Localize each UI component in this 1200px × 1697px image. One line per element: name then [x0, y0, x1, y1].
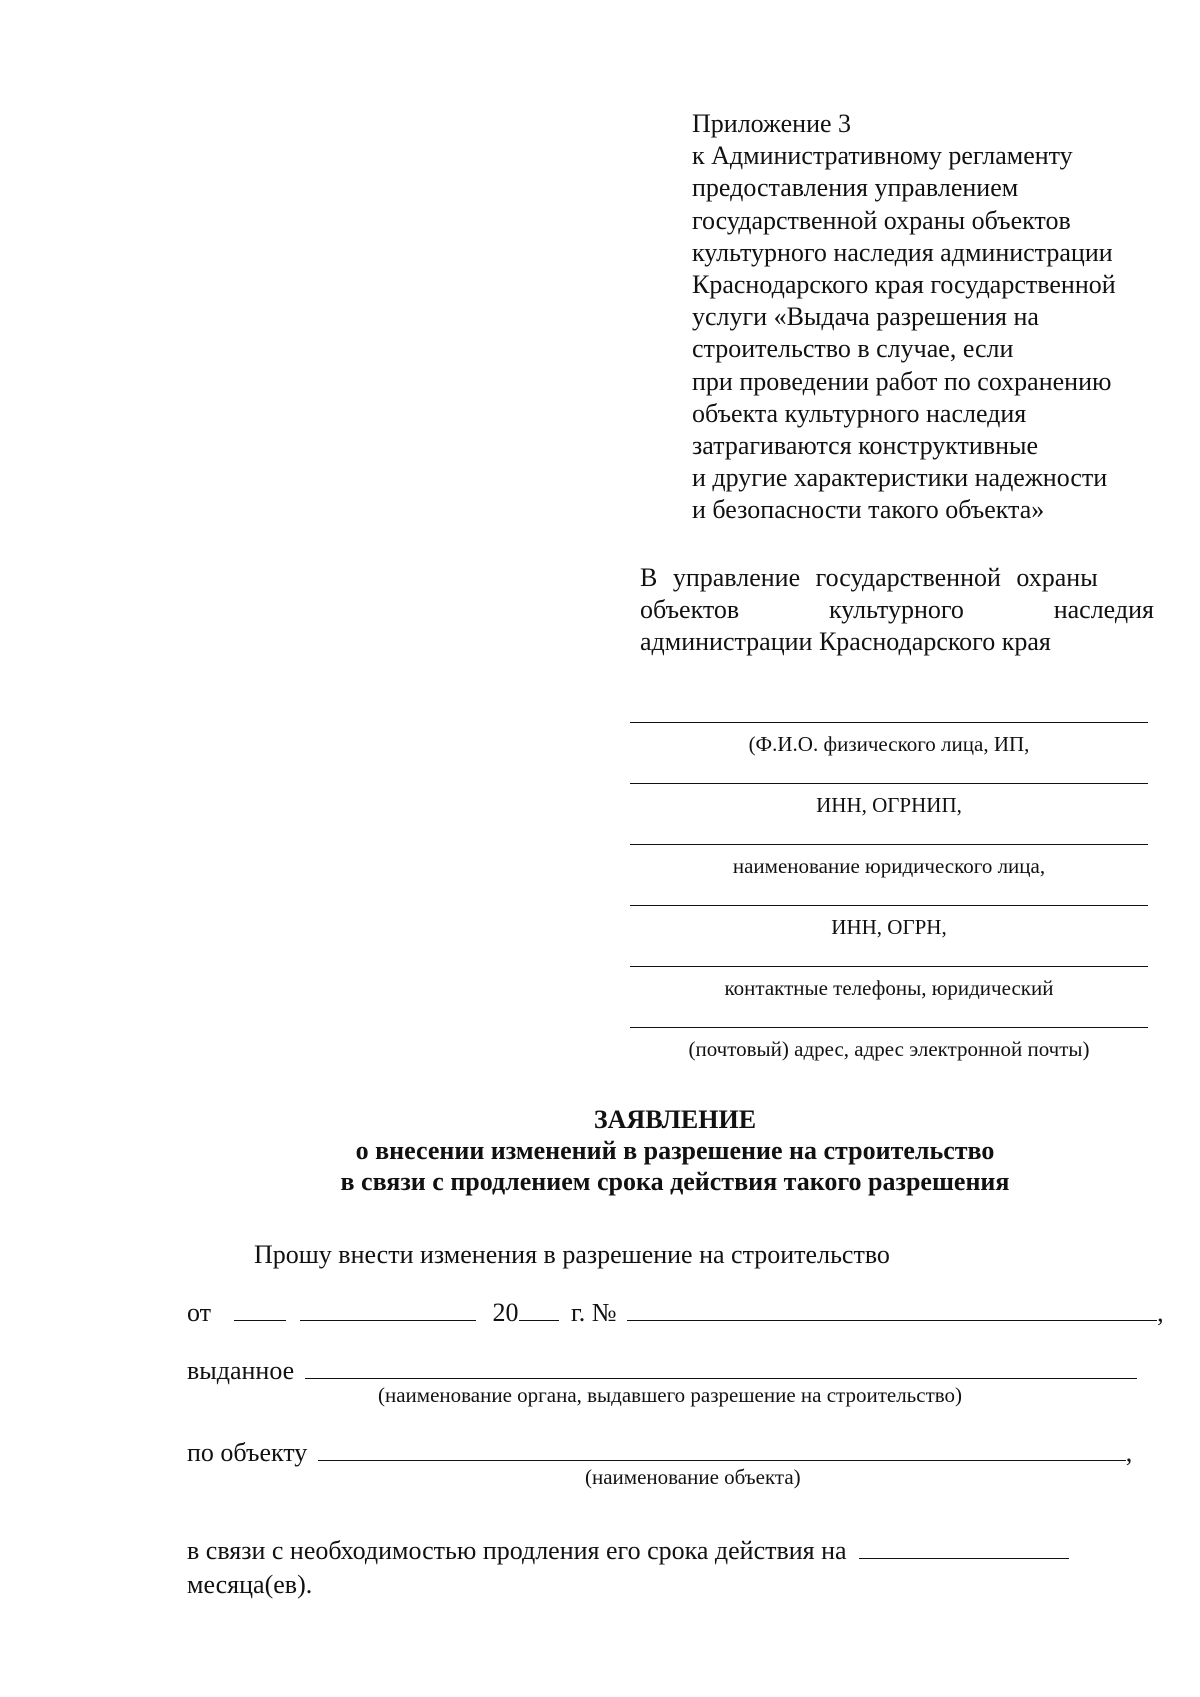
permit-number-field[interactable]: [627, 1298, 1157, 1321]
title-line: в связи с продлением срока действия такого разрешения: [340, 1167, 1010, 1196]
appendix-line: и другие характеристики надежности: [692, 463, 1108, 493]
appendix-line: услуги «Выдача разрешения на: [692, 302, 1039, 332]
legal-entity-inn-field[interactable]: [630, 905, 1148, 906]
applicant-row: [630, 966, 1148, 1027]
object-name-field[interactable]: [318, 1438, 1126, 1461]
appendix-line: при проведении работ по сохранению: [692, 366, 1112, 396]
comma: ,: [1125, 1438, 1133, 1467]
applicant-row: [630, 905, 1148, 966]
addressee-line-3: администрации Краснодарского края: [640, 627, 1051, 656]
applicant-row: [630, 722, 1148, 783]
applicant-block: [630, 722, 1148, 1088]
permit-year-field[interactable]: [519, 1298, 559, 1321]
addressee-word: культурного: [828, 595, 964, 624]
from-label: от: [187, 1298, 212, 1327]
addressee-line-1: [640, 562, 1154, 594]
appendix-line: культурного наследия администрации: [692, 237, 1113, 267]
object-name-caption: (наименование объекта): [585, 1465, 801, 1489]
title-heading: ЗАЯВЛЕНИЕ: [593, 1105, 757, 1134]
appendix-line: Приложение 3: [692, 109, 852, 138]
appendix-line: и безопасности такого объекта»: [692, 495, 1045, 525]
appendix-line: строительство в случае, если: [692, 334, 1014, 364]
addressee-text: В управление государственной охраны: [640, 563, 1098, 592]
contact-phones-field[interactable]: [630, 966, 1148, 967]
applicant-row: [630, 1027, 1148, 1088]
addressee-word: наследия: [1053, 595, 1154, 624]
applicant-row: [630, 783, 1148, 844]
field-caption: контактные телефоны, юридический: [724, 976, 1054, 1000]
appendix-line: к Административному регламенту: [692, 141, 1073, 171]
title-line: о внесении изменений в разрешение на строительство: [355, 1136, 995, 1165]
applicant-row: [630, 844, 1148, 905]
address-email-field[interactable]: [630, 1027, 1148, 1028]
field-caption: (Ф.И.О. физического лица, ИП,: [748, 732, 1030, 756]
extension-months-field[interactable]: [859, 1536, 1069, 1559]
applicant-inn-field[interactable]: [630, 783, 1148, 784]
permit-month-field[interactable]: [300, 1298, 476, 1321]
field-caption: наименование юридического лица,: [732, 854, 1046, 878]
year-prefix: 20: [492, 1298, 519, 1327]
document-title: [200, 1104, 1150, 1197]
permit-day-field[interactable]: [234, 1298, 286, 1321]
legal-entity-name-field[interactable]: [630, 844, 1148, 845]
object-row: [187, 1438, 1132, 1468]
field-caption: (почтовый) адрес, адрес электронной почты): [688, 1037, 1090, 1061]
appendix-line: государственной охраны объектов: [692, 205, 1071, 235]
number-label: г. №: [571, 1298, 617, 1327]
permit-date-row: [187, 1298, 1164, 1328]
field-caption: ИНН, ОГРН,: [831, 915, 947, 939]
applicant-name-field[interactable]: [630, 722, 1148, 723]
comma: ,: [1157, 1298, 1164, 1327]
request-text: Прошу внести изменения в разрешение на строительство: [254, 1240, 890, 1269]
addressee-block: [640, 562, 1154, 658]
appendix-line: Краснодарского края государственной: [692, 270, 1116, 300]
issuing-authority-caption: (наименование органа, выдавшего разрешение на строительство): [378, 1383, 963, 1407]
appendix-line: предоставления управлением: [692, 173, 1019, 203]
extension-row: [187, 1536, 1069, 1566]
addressee-line-2: [640, 594, 1154, 626]
extension-text: в связи с необходимостью продления его срока действия на: [187, 1536, 847, 1565]
field-caption: ИНН, ОГРНИП,: [816, 793, 962, 817]
appendix-header: [692, 108, 1172, 527]
object-label: по объекту: [187, 1438, 308, 1467]
appendix-line: затрагиваются конструктивные: [692, 431, 1039, 461]
issued-row: [187, 1356, 1137, 1386]
appendix-line: объекта культурного наследия: [692, 398, 1027, 428]
issuing-authority-field[interactable]: [305, 1356, 1137, 1379]
months-label: месяца(ев).: [187, 1570, 313, 1599]
issued-label: выданное: [187, 1356, 295, 1385]
addressee-word: объектов: [640, 595, 740, 624]
